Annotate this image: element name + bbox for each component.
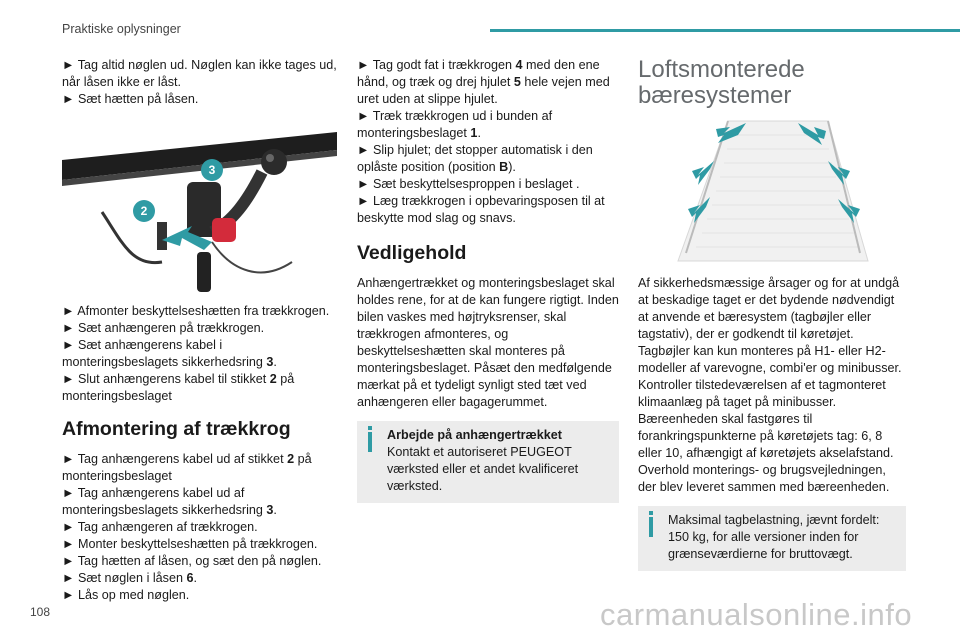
remove-step-6: ► Sæt nøglen i låsen 6.: [62, 571, 197, 585]
col2-step-4: ► Sæt beskyttelsesproppen i beslaget .: [357, 177, 580, 191]
page-number: 108: [30, 605, 51, 619]
col2-step-5: ► Læg trækkrogen i opbevaringsposen til at beskytte mod slag og snavs.: [357, 194, 605, 225]
section-heading-roof-systems-line2: bæresystemer: [638, 82, 792, 109]
intro-step-1: ► Tag altid nøglen ud. Nøglen kan ikke tages ud, når låsen ikke er låst.: [62, 58, 337, 89]
col2-step-1: ► Tag godt fat i trækkrogen 4 med den ene hånd, og træk og drej hjulet 5 hele vejen med uret uden at slippe hjulet.: [357, 58, 610, 106]
column-3: [638, 57, 906, 571]
remove-step-7: ► Lås op med nøglen.: [62, 588, 190, 602]
info-box-trailer-work: [357, 421, 619, 503]
info-box-title: Arbejde på anhængertrækket: [387, 428, 562, 442]
col2-step-2: ► Træk trækkrogen ud i bunden af monteringsbeslaget 1.: [357, 109, 553, 140]
column-1: [62, 57, 340, 604]
remove-step-2: ► Tag anhængerens kabel ud af monteringsbeslagets sikkerhedsring 3.: [62, 486, 277, 517]
column-2: [357, 57, 619, 503]
watermark: carmanualsonline.info: [600, 597, 913, 632]
col2-step-3: ► Slip hjulet; det stopper automatisk i den oplåste position (position B).: [357, 143, 593, 174]
step-cable-ring: ► Sæt anhængerens kabel i monteringsbeslagets sikkerhedsring 3.: [62, 338, 277, 369]
step-connect-cable: ► Slut anhængerens kabel til stikket 2 på: [62, 372, 295, 386]
header-accent-rule: [490, 29, 960, 32]
step-connect-cable-tail: monteringsbeslaget: [62, 389, 172, 403]
remove-step-3: ► Tag anhængeren af trækkrogen.: [62, 520, 258, 534]
maintenance-body: Anhængertrækket og monteringsbeslaget skal holdes rene, for at de kan fungere rigtigt. Inden bilen vaskes med højtryksrenser, skal trækkrogen afmonteres, og beskyttelseshætten skal monteres på monteringsbeslaget. Påsæt den medfølgende mærkat på et tydeligt synligt sted tæt ved anhængeren eller bagagerummet.: [357, 276, 619, 409]
step-remove-cap: ► Afmonter beskyttelseshætten fra trækkrogen.: [62, 304, 330, 318]
section-heading-roof-systems-line1: Loftsmonterede: [638, 56, 805, 83]
step-attach-trailer: ► Sæt anhængeren på trækkrogen.: [62, 321, 265, 335]
info-icon: [368, 432, 372, 452]
remove-step-1: ► Tag anhængerens kabel ud af stikket 2 på monteringsbeslaget: [62, 452, 312, 483]
remove-step-5: ► Tag hætten af låsen, og sæt den på nøglen.: [62, 554, 322, 568]
roof-systems-body: Af sikkerhedsmæssige årsager og for at undgå at beskadige taget er det bydende nødvendigt at anvende et bæresystem (tagbøjler eller tagstativ), der er godkendt til køretøjet. Tagbøjler kan kun monteres på H1- eller H2-modeller af varevogne, combi'er og minibusser. Kontroller tilstedeværelsen af et tagmonteret klimaanlæg på taget på minibusser. Bæreenheden skal fastgøres til forankringspunkterne på køretøjets tag: 6, 8 eller 10, afhængigt af køretøjets akselafstand. Overhold monterings- og brugsvejledningen, der blev leveret sammen med bæreenheden.: [638, 276, 902, 494]
roof-anchor-points-illustration: [638, 113, 906, 265]
callout-3-label: 3: [208, 163, 216, 177]
remove-step-4: ► Monter beskyttelseshætten på trækkrogen.: [62, 537, 318, 551]
info-box-roof-load-body: Maksimal tagbelastning, jævnt fordelt: 150 kg, for alle versioner inden for grænseværdierne for bruttovægt.: [668, 513, 880, 561]
section-heading-remove-hook: Afmontering af trækkrog: [62, 418, 291, 440]
info-box-roof-load: [638, 506, 906, 571]
info-box-body: Kontakt et autoriseret PEUGEOT værksted eller et andet kvalificeret værksted.: [387, 445, 579, 493]
callout-2-label: 2: [140, 204, 148, 218]
section-heading-maintenance: Vedligehold: [357, 242, 467, 264]
info-icon-dot: [368, 426, 372, 430]
info-icon: [649, 517, 653, 537]
tow-hook-illustration: [62, 122, 337, 292]
intro-step-2: ► Sæt hætten på låsen.: [62, 92, 199, 106]
running-header-title: Praktiske oplysninger: [62, 22, 181, 36]
info-icon-dot: [649, 511, 653, 515]
